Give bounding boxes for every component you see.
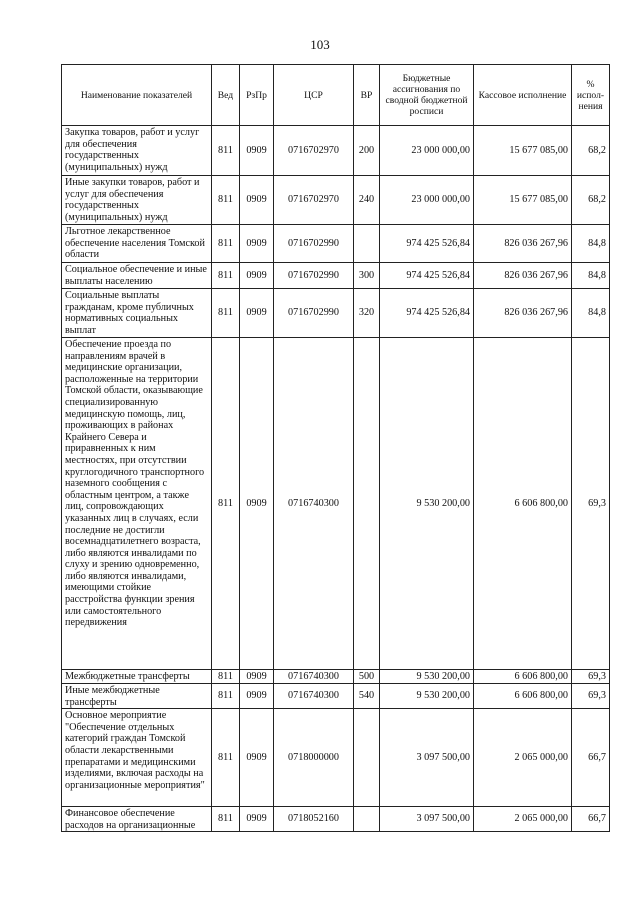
row-cash-execution: 826 036 267,96: [474, 263, 572, 289]
row-rzpr: 0909: [240, 338, 274, 670]
row-assignments: 9 530 200,00: [380, 338, 474, 670]
row-ved: 811: [212, 670, 240, 684]
row-rzpr: 0909: [240, 709, 274, 807]
row-percent: 69,3: [572, 670, 610, 684]
row-percent: 84,8: [572, 225, 610, 263]
row-assignments: 974 425 526,84: [380, 263, 474, 289]
row-assignments: 3 097 500,00: [380, 709, 474, 807]
row-csr: 0716740300: [274, 338, 354, 670]
header-csr: ЦСР: [274, 65, 354, 126]
row-rzpr: 0909: [240, 263, 274, 289]
row-percent: 68,2: [572, 126, 610, 176]
page-number: 103: [310, 37, 330, 52]
header-vr: ВР: [354, 65, 380, 126]
row-vr: 240: [354, 176, 380, 225]
row-name: Социальные выплаты гражданам, кроме публичных нормативных социальных выплат: [62, 289, 212, 338]
row-cash-execution: 15 677 085,00: [474, 176, 572, 225]
row-rzpr: 0909: [240, 670, 274, 684]
row-name: Межбюджетные трансферты: [62, 670, 212, 684]
row-vr: 320: [354, 289, 380, 338]
table-row: [62, 176, 610, 225]
row-ved: 811: [212, 176, 240, 225]
row-rzpr: 0909: [240, 289, 274, 338]
row-assignments: 9 530 200,00: [380, 684, 474, 709]
header-name: Наименование показателей: [62, 65, 212, 126]
table-row: [62, 126, 610, 176]
row-percent: 68,2: [572, 176, 610, 225]
row-vr: [354, 338, 380, 670]
row-name: Основное мероприятие "Обеспечение отдельных категорий граждан Томской области лекарственными препаратами и медицинскими изделиями, включая расходы на организационные мероприятия": [62, 709, 212, 807]
row-ved: 811: [212, 709, 240, 807]
row-assignments: 23 000 000,00: [380, 176, 474, 225]
row-name: Иные закупки товаров, работ и услуг для обеспечения государственных (муниципальных) нужд: [62, 176, 212, 225]
row-ved: 811: [212, 807, 240, 832]
row-percent: 66,7: [572, 807, 610, 832]
row-vr: 300: [354, 263, 380, 289]
row-assignments: 23 000 000,00: [380, 126, 474, 176]
row-vr: [354, 225, 380, 263]
row-csr: 0716740300: [274, 670, 354, 684]
row-rzpr: 0909: [240, 807, 274, 832]
row-name: [62, 807, 212, 832]
row-vr: [354, 709, 380, 807]
row-percent: 69,3: [572, 338, 610, 670]
header-assignments: Бюджетные ассигнования по сводной бюджетной росписи: [380, 65, 474, 126]
table-row: [62, 670, 610, 684]
row-csr: 0718000000: [274, 709, 354, 807]
row-csr: 0716740300: [274, 684, 354, 709]
row-ved: 811: [212, 225, 240, 263]
header-percent-execution: % испол-нения: [572, 65, 610, 126]
row-ved: 811: [212, 684, 240, 709]
row-name-text: Финансовое обеспечение расходов на организационные: [65, 808, 196, 831]
row-ved: 811: [212, 338, 240, 670]
row-vr: 500: [354, 670, 380, 684]
row-percent: 84,8: [572, 289, 610, 338]
row-ved: 811: [212, 263, 240, 289]
row-csr: 0718052160: [274, 807, 354, 832]
header-cash-execution: Кассовое исполнение: [474, 65, 572, 126]
row-ved: 811: [212, 126, 240, 176]
header-rzpr: РзПр: [240, 65, 274, 126]
row-cash-execution: 2 065 000,00: [474, 807, 572, 832]
row-cash-execution: 2 065 000,00: [474, 709, 572, 807]
row-assignments: 974 425 526,84: [380, 289, 474, 338]
row-cash-execution: 826 036 267,96: [474, 289, 572, 338]
row-csr: 0716702990: [274, 225, 354, 263]
row-name: Закупка товаров, работ и услуг для обеспечения государственных (муниципальных) нужд: [62, 126, 212, 176]
row-cash-execution: 6 606 800,00: [474, 684, 572, 709]
row-cash-execution: 15 677 085,00: [474, 126, 572, 176]
row-csr: 0716702990: [274, 289, 354, 338]
row-name: Обеспечение проезда по направлениям врачей в медицинские организации, расположенные на территории Томской области, оказывающие специализированную медицинскую помощь, лиц, проживающих в районах Крайнего Севера и приравненных к ним местностях, при отсутствии круглогодичного транспортного наземного сообщения с областным центром, а также лиц, сопровождающих указанных лиц в случаях, если последние не достигли восемнадцатилетнего возраста, либо являются инвалидами по слуху и зрению одновременно, либо являются инвалидами, имеющими стойкие расстройства функции зрения или самостоятельного передвижения: [62, 338, 212, 670]
row-rzpr: 0909: [240, 176, 274, 225]
row-name: Льготное лекарственное обеспечение населения Томской области: [62, 225, 212, 263]
row-percent: 84,8: [572, 263, 610, 289]
row-rzpr: 0909: [240, 684, 274, 709]
table-row: [62, 709, 610, 807]
row-percent: 66,7: [572, 709, 610, 807]
row-rzpr: 0909: [240, 225, 274, 263]
table-row: [62, 684, 610, 709]
row-vr: 540: [354, 684, 380, 709]
row-cash-execution: 6 606 800,00: [474, 338, 572, 670]
row-percent: 69,3: [572, 684, 610, 709]
table-row: [62, 289, 610, 338]
row-cash-execution: 826 036 267,96: [474, 225, 572, 263]
row-rzpr: 0909: [240, 126, 274, 176]
row-name: Социальное обеспечение и иные выплаты населению: [62, 263, 212, 289]
row-assignments: 974 425 526,84: [380, 225, 474, 263]
table-row: [62, 807, 610, 832]
table-row: [62, 338, 610, 670]
row-csr: 0716702990: [274, 263, 354, 289]
row-vr: [354, 807, 380, 832]
header-ved: Вед: [212, 65, 240, 126]
row-vr: 200: [354, 126, 380, 176]
row-assignments: 9 530 200,00: [380, 670, 474, 684]
row-ved: 811: [212, 289, 240, 338]
row-name: Иные межбюджетные трансферты: [62, 684, 212, 709]
table-header-row: [62, 65, 610, 126]
table-row: [62, 225, 610, 263]
row-csr: 0716702970: [274, 126, 354, 176]
budget-execution-table: [61, 64, 610, 832]
row-csr: 0716702970: [274, 176, 354, 225]
table-row: [62, 263, 610, 289]
row-assignments: 3 097 500,00: [380, 807, 474, 832]
row-cash-execution: 6 606 800,00: [474, 670, 572, 684]
